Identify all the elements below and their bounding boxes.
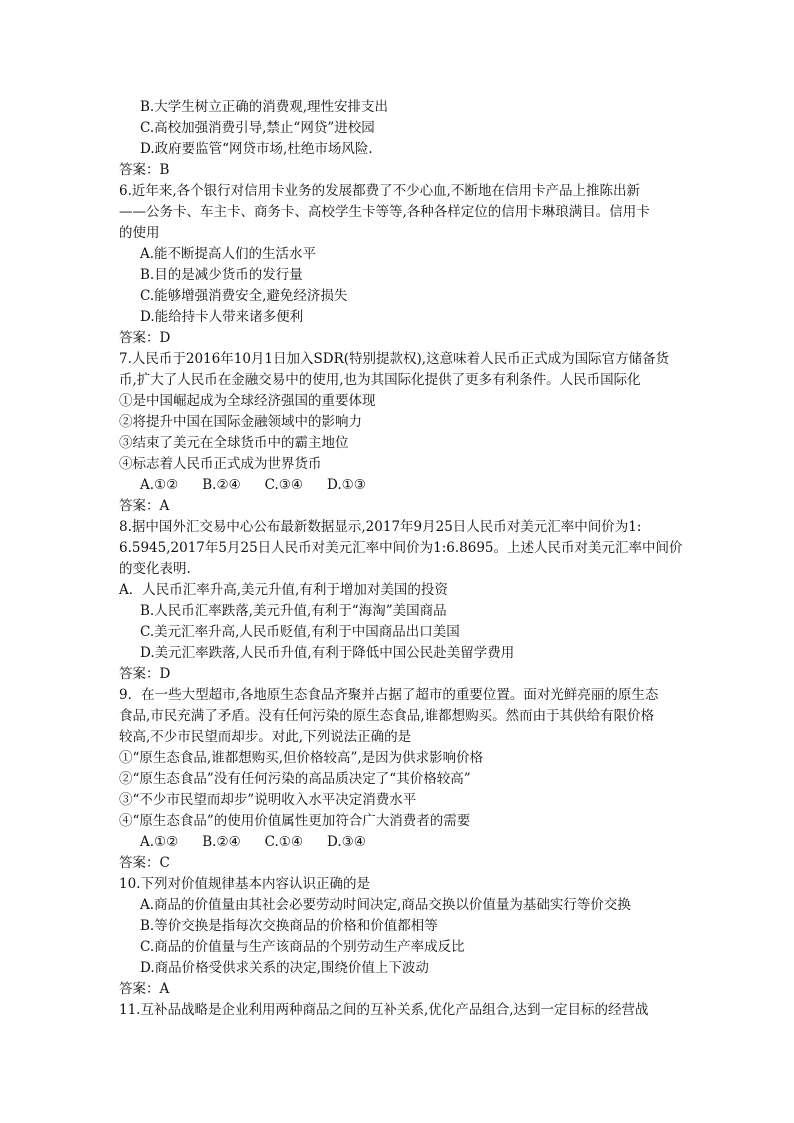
- option-7d: D.①③: [327, 477, 366, 493]
- option-5c: C.高校加强消费引导,禁止“网贷”进校园: [140, 120, 375, 136]
- statement-7-4: ④标志着人民币正式成为世界货币: [119, 456, 322, 472]
- statement-7-2: ②将提升中国在国际金融领域中的影响力: [119, 414, 362, 430]
- question-8-line-3: 的变化表明.: [119, 561, 191, 577]
- answer-6: 答案：D: [119, 330, 171, 346]
- question-10: 10.下列对价值规律基本内容认识正确的是: [119, 876, 370, 892]
- option-6d: D.能给持卡人带来诸多便利: [140, 309, 304, 325]
- question-6-line-3: 的使用: [119, 225, 160, 241]
- question-7-line-2: 币,扩大了人民币在金融交易中的使用,也为其国际化提供了更多有利条件。人民币国际化: [119, 372, 641, 388]
- option-8b: B.人民币汇率跌落,美元升值,有利于“海淘”美国商品: [140, 603, 447, 619]
- answer-10: 答案：A: [119, 981, 170, 997]
- statement-7-1: ①是中国崛起成为全球经济强国的重要体现: [119, 393, 376, 409]
- option-5d: D.政府要监管“网贷市场,杜绝市场风险.: [140, 141, 373, 157]
- options-9: [140, 832, 366, 852]
- option-6b: B.目的是减少货币的发行量: [140, 267, 303, 283]
- options-7: [140, 475, 366, 495]
- option-9d: D.③④: [327, 834, 366, 850]
- option-7a: A.①②: [140, 477, 179, 493]
- option-9a: A.①②: [140, 834, 179, 850]
- statement-9-4: ④“原生态食品”的使用价值属性更加符合广大消费者的需要: [119, 813, 471, 829]
- option-8a: A．人民币汇率升高,美元升值,有利于增加对美国的投资: [119, 582, 448, 598]
- statement-7-3: ③结束了美元在全球货币中的霸主地位: [119, 435, 349, 451]
- option-8d: D.美元汇率跌落,人民币升值,有利于降低中国公民赴美留学费用: [140, 645, 515, 661]
- answer-7: 答案：A: [119, 498, 170, 514]
- question-8-line-2: 6.5945,2017年5月25日人民币对美元汇率中间价为1:6.8695。上述人民币对美元汇率中间价: [119, 540, 683, 556]
- question-9-line-3: 较高,不少市民望而却步。对此,下列说法正确的是: [119, 729, 412, 745]
- question-8-line-1: 8.据中国外汇交易中心公布最新数据显示,2017年9月25日人民币对美元汇率中间价为1:: [119, 519, 642, 535]
- question-7-line-1: 7.人民币于2016年10月1日加入SDR(特别提款权),这意味着人民币正式成为国际官方储备货: [119, 351, 670, 367]
- answer-8: 答案：D: [119, 666, 171, 682]
- question-6-line-2: ——公务卡、车主卡、商务卡、高校学生卡等等,各种各样定位的信用卡琳琅满目。信用卡: [119, 204, 650, 220]
- answer-9: 答案：C: [119, 855, 170, 871]
- option-10a: A.商品的价值量由其社会必要劳动时间决定,商品交换以价值量为基础实行等价交换: [140, 897, 631, 913]
- option-9c: C.①④: [264, 834, 304, 850]
- answer-5: 答案：B: [119, 162, 170, 178]
- option-5b: B.大学生树立正确的消费观,理性安排支出: [140, 99, 389, 115]
- statement-9-2: ②“原生态食品”没有任何污染的高品质决定了“其价格较高”: [119, 771, 471, 787]
- option-10c: C.商品的价值量与生产该商品的个别劳动生产率成反比: [140, 939, 465, 955]
- option-10b: B.等价交换是指每次交换商品的价格和价值都相等: [140, 918, 438, 934]
- option-6a: A.能不断提高人们的生活水平: [140, 246, 317, 262]
- statement-9-3: ③“不少市民望而却步”说明收入水平决定消费水平: [119, 792, 417, 808]
- option-8c: C.美元汇率升高,人民币贬值,有利于中国商品出口美国: [140, 624, 460, 640]
- question-9-line-1: 9．在一些大型超市,各地原生态食品齐聚并占据了超市的重要位置。面对光鲜亮丽的原生态: [119, 687, 659, 703]
- question-6-line-1: 6.近年来,各个银行对信用卡业务的发展都费了不少心血,不断地在信用卡产品上推陈出新: [119, 183, 640, 199]
- option-7b: B.②④: [202, 477, 241, 493]
- option-7c: C.③④: [264, 477, 304, 493]
- statement-9-1: ①“原生态食品,谁都想购买,但价格较高”,是因为供求影响价格: [119, 750, 484, 766]
- option-6c: C.能够增强消费安全,避免经济损失: [140, 288, 348, 304]
- option-10d: D.商品价格受供求关系的决定,围绕价值上下波动: [140, 960, 429, 976]
- question-9-line-2: 食品,市民充满了矛盾。没有任何污染的原生态食品,谁都想购买。然而由于其供给有限价格: [119, 708, 655, 724]
- question-11-line-1: 11.互补品战略是企业利用两种商品之间的互补关系,优化产品组合,达到一定目标的经营战: [119, 1002, 649, 1018]
- option-9b: B.②④: [202, 834, 241, 850]
